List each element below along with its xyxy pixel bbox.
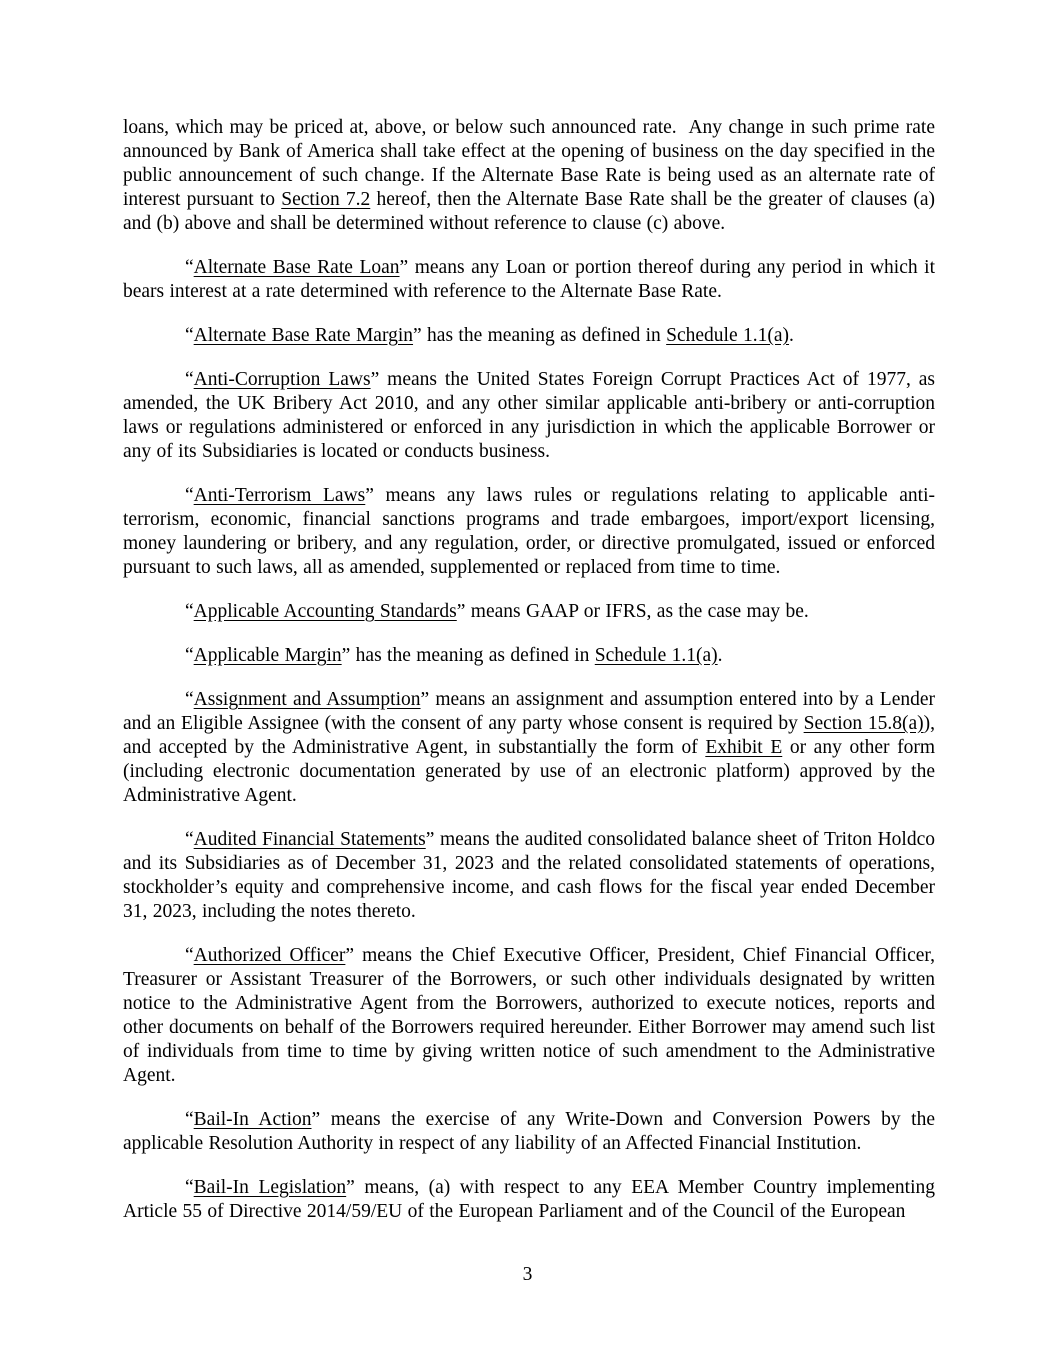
paragraph	[123, 1176, 935, 1224]
text-run: hereof, then the Alternate Base Rate shall be the greater of clauses (a) and (b) above and shall be determined without reference to clause (c) above.	[123, 189, 936, 234]
text-run: “	[185, 601, 194, 622]
text-run: or any other form (including electronic documentation generated by use of an electronic platform) approved by the Administrative Agent.	[123, 737, 936, 806]
defined-term: Anti-Corruption Laws	[193, 369, 371, 390]
defined-term: Alternate Base Rate Margin	[193, 325, 414, 346]
text-run: “	[185, 1109, 194, 1130]
text-run: .	[717, 645, 723, 666]
cross-reference: Section 7.2	[281, 189, 371, 210]
text-run: “	[185, 689, 194, 710]
text-run: “	[185, 829, 194, 850]
text-run: “	[185, 945, 194, 966]
paragraph	[123, 944, 935, 1088]
text-run: ” means the Chief Executive Officer, President, Chief Financial Officer, Treasurer or Assistant Treasurer of the Borrowers, or such other individuals designated by written notice to the Administrative Agent from the Borrowers, authorized to execute notices, reports and other documents on behalf of the Borrowers required hereunder. Either Borrower may amend such list of individuals from time to time by giving written notice of such amendment to the Administrative Agent.	[123, 945, 935, 1086]
text-run: “	[185, 325, 194, 346]
paragraph	[123, 600, 935, 624]
text-run: ” means, (a) with respect to any EEA Member Country implementing Article 55 of Directive 2014/59/EU of the European Parliament and of the Council of the European	[123, 1177, 935, 1222]
paragraph	[123, 324, 935, 348]
text-run: ” means the audited consolidated balance sheet of Triton Holdco and its Subsidiaries as of December 31, 2023 and the related consolidated statements of operations, stockholder’s equity and comprehensive income, and cash flows for the fiscal year ended December 31, 2023, including the notes thereto.	[123, 829, 935, 922]
defined-term: Bail-In Legislation	[193, 1177, 347, 1198]
defined-term: Assignment and Assumption	[193, 689, 421, 710]
defined-term: Bail-In Action	[193, 1109, 312, 1130]
defined-term: Authorized Officer	[193, 945, 346, 966]
paragraph	[123, 644, 935, 668]
page-number: 3	[522, 1264, 533, 1285]
text-run: ” means GAAP or IFRS, as the case may be.	[456, 601, 809, 622]
paragraph	[123, 256, 935, 304]
text-run: “	[185, 645, 194, 666]
paragraph	[123, 688, 935, 808]
cross-reference: Schedule 1.1(a)	[594, 645, 718, 666]
text-run: ” means the exercise of any Write-Down and Conversion Powers by the applicable Resolution Authority in respect of any liability of an Affected Financial Institution.	[123, 1109, 935, 1154]
cross-reference: Section 15.8(a)	[803, 713, 924, 734]
document-body	[123, 116, 935, 1244]
cross-reference: Exhibit E	[705, 737, 783, 758]
text-run: ), and accepted by the Administrative Agent, in substantially the form of	[123, 713, 935, 758]
text-run: “	[185, 369, 194, 390]
text-run: “	[185, 257, 194, 278]
defined-term: Alternate Base Rate Loan	[193, 257, 400, 278]
defined-term: Applicable Accounting Standards	[193, 601, 457, 622]
defined-term: Audited Financial Statements	[193, 829, 426, 850]
text-run: ” means an assignment and assumption entered into by a Lender and an Eligible Assignee (with the consent of any party whose consent is required by	[123, 689, 935, 734]
text-run: ” has the meaning as defined in	[413, 325, 667, 346]
defined-term: Applicable Margin	[193, 645, 342, 666]
text-run: ” means any Loan or portion thereof during any period in which it bears interest at a rate determined with reference to the Alternate Base Rate.	[123, 257, 936, 302]
text-run: “	[185, 485, 194, 506]
text-run: ” means the United States Foreign Corrupt Practices Act of 1977, as amended, the UK Bribery Act 2010, and any other similar applicable anti-bribery or anti-corruption laws or regulations administered or enforced in any jurisdiction in which the applicable Borrower or any of its Subsidiaries is located or conducts business.	[123, 369, 935, 462]
text-run: .	[789, 325, 794, 346]
defined-term: Anti-Terrorism Laws	[193, 485, 366, 506]
paragraph	[123, 484, 935, 580]
text-run: “	[185, 1177, 194, 1198]
text-run: ” means any laws rules or regulations relating to applicable anti-terrorism, economic, financial sanctions programs and trade embargoes, import/export licensing, money laundering or bribery, and any regulation, order, or directive promulgated, issued or enforced pursuant to such laws, all as amended, supplemented or replaced from time to time.	[123, 485, 935, 578]
cross-reference: Schedule 1.1(a)	[666, 325, 790, 346]
paragraph	[123, 368, 935, 464]
paragraph	[123, 116, 935, 236]
paragraph	[123, 828, 935, 924]
paragraph	[123, 1108, 935, 1156]
text-run: ” has the meaning as defined in	[341, 645, 595, 666]
text-run: loans, which may be priced at, above, or below such announced rate. Any change in such prime rate announced by Bank of America shall take effect at the opening of business on the day specified in the public announcement of such change. If the Alternate Base Rate is being used as an alternate rate of interest pursuant to	[123, 117, 935, 210]
